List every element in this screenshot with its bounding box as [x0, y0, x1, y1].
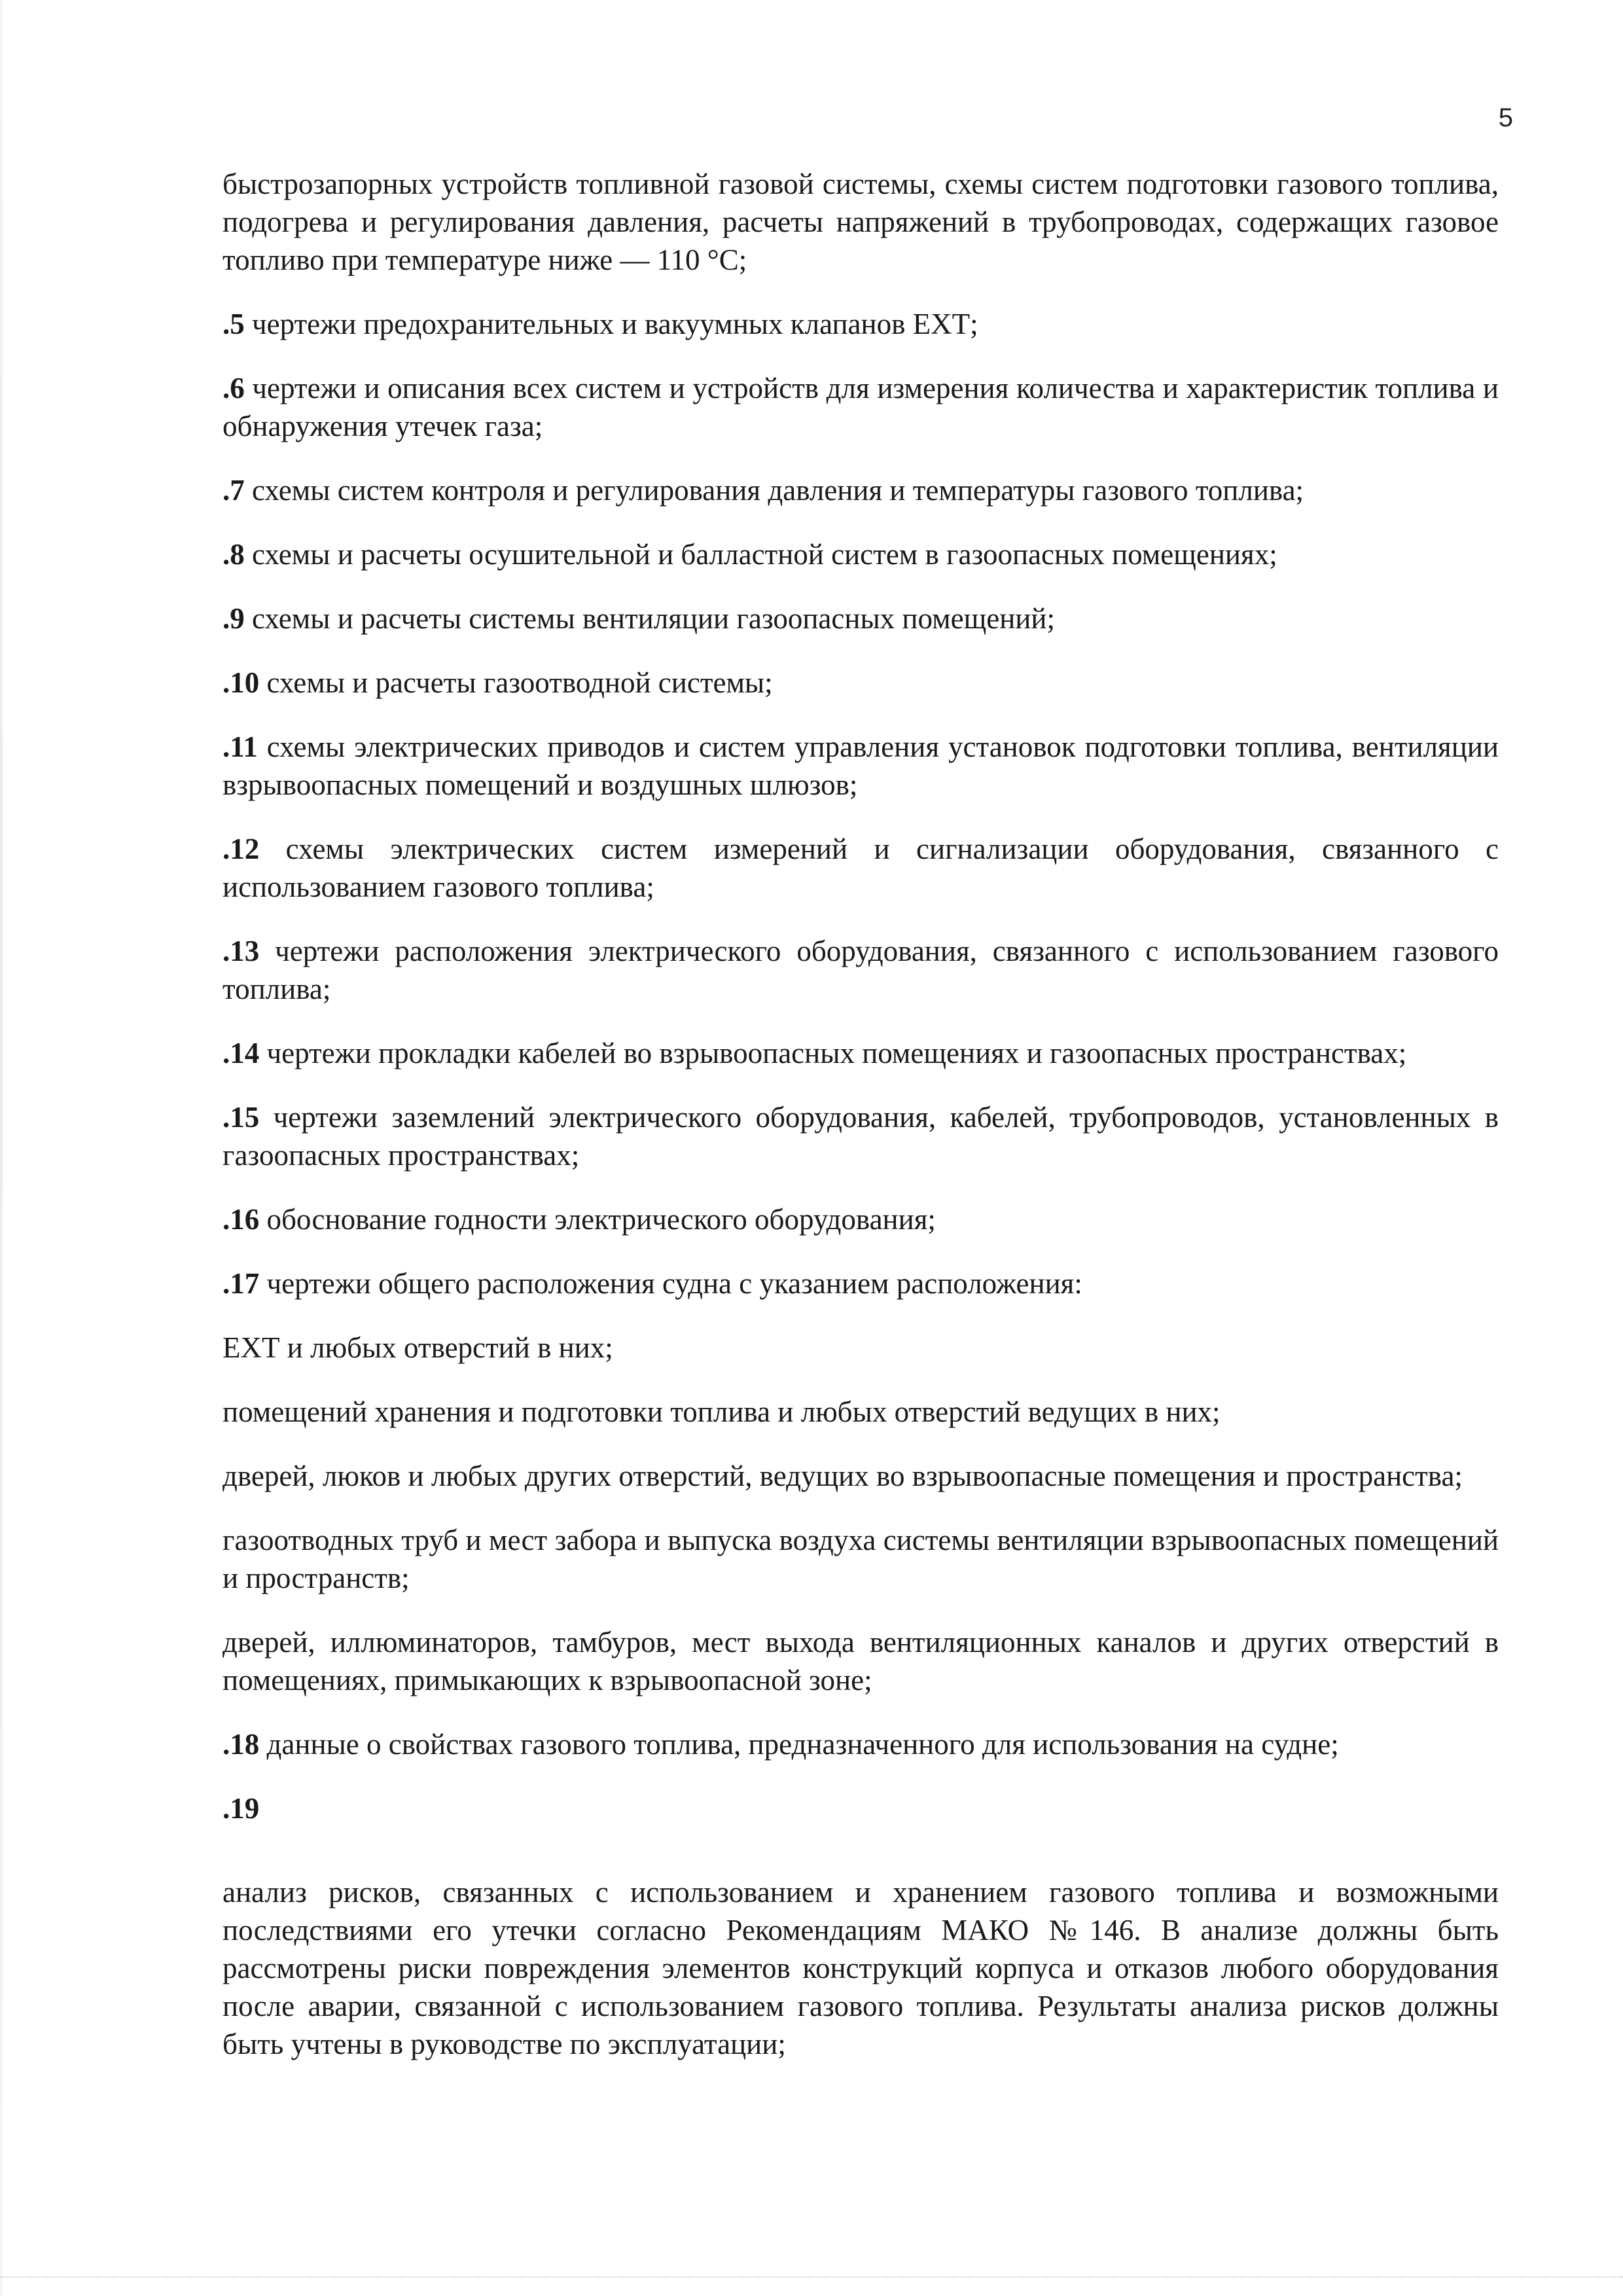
item-number: .15 — [223, 1101, 260, 1134]
list-item-10 — [223, 664, 1499, 702]
item-text: данные о свойствах газового топлива, предназначенного для использования на судне; — [259, 1728, 1339, 1761]
item-text: чертежи заземлений электрического оборудования, кабелей, трубопроводов, установленных в газоопасных пространствах; — [223, 1101, 1499, 1172]
item-text: ЕХТ и любых отверстий в них; — [223, 1331, 613, 1364]
list-item-6 — [223, 369, 1499, 445]
list-item-19 — [223, 1789, 1499, 1827]
item-text: анализ рисков, связанных с использованием и хранением газового топлива и возможными последствиями его утечки согласно Рекомендациям МАКО №146. В анализе должны быть рассмотрены риски повреждения элементов конструкций корпуса и отказов любого оборудования после аварии, связанной с использованием газового топлива. Результаты анализа рисков должны быть учтены в руководстве по эксплуатации; — [223, 1876, 1499, 2060]
item-number: .10 — [223, 666, 260, 699]
list-item-7 — [223, 471, 1499, 509]
risk-analysis-paragraph — [223, 1873, 1499, 2063]
list-item-16 — [223, 1200, 1499, 1238]
item-text: обоснование годности электрического оборудования; — [259, 1203, 936, 1236]
item-text: схемы электрических приводов и систем управления установок подготовки топлива, вентиляции взрывоопасных помещений и воздушных шлюзов; — [223, 730, 1499, 801]
paragraph-continuation — [223, 165, 1499, 279]
item-text: газоотводных труб и мест забора и выпуска воздуха системы вентиляции взрывоопасных помещений и пространств; — [223, 1524, 1499, 1594]
item-text: помещений хранения и подготовки топлива и любых отверстий ведущих в них; — [223, 1395, 1221, 1428]
item-text: быстрозапорных устройств топливной газовой системы, схемы систем подготовки газового топлива, подогрева и регулирования давления, расчеты напряжений в трубопроводах, содержащих газовое топливо при температуре ниже — 110 °С; — [223, 168, 1499, 276]
item-number: .14 — [223, 1037, 260, 1069]
list-item-14 — [223, 1034, 1499, 1072]
item-number: .13 — [223, 935, 260, 967]
item-text: дверей, люков и любых других отверстий, ведущих во взрывоопасные помещения и пространства; — [223, 1460, 1463, 1492]
item-text: чертежи прокладки кабелей во взрывоопасных помещениях и газоопасных пространствах; — [259, 1037, 1407, 1069]
list-item-11 — [223, 728, 1499, 804]
item-number: .7 — [223, 474, 245, 507]
item-text: схемы и расчеты газоотводной системы; — [259, 666, 773, 699]
scan-edge-bottom — [0, 2276, 1623, 2278]
item-number: .19 — [223, 1792, 260, 1825]
item-number: .5 — [223, 308, 245, 340]
list-item-13 — [223, 932, 1499, 1008]
list-item-5 — [223, 305, 1499, 343]
list-item-18 — [223, 1725, 1499, 1763]
item-number: .11 — [223, 730, 258, 763]
item-number: .17 — [223, 1267, 260, 1300]
item-text: схемы и расчеты системы вентиляции газоопасных помещений; — [244, 602, 1055, 635]
item-text: чертежи и описания всех систем и устройств для измерения количества и характеристик топлива и обнаружения утечек газа; — [223, 372, 1499, 442]
list-item-17 — [223, 1265, 1499, 1302]
sub-item-ext — [223, 1329, 1499, 1367]
item-number: .16 — [223, 1203, 260, 1236]
list-item-9 — [223, 600, 1499, 637]
page-number: 5 — [1498, 103, 1513, 132]
scan-edge-left — [0, 0, 3, 2296]
document-body — [223, 165, 1499, 2089]
item-text: чертежи предохранительных и вакуумных клапанов ЕХТ; — [244, 308, 978, 340]
list-item-8 — [223, 535, 1499, 573]
item-number: .8 — [223, 538, 245, 571]
list-item-12 — [223, 830, 1499, 906]
sub-item-vent-pipes — [223, 1521, 1499, 1597]
sub-item-storage-rooms — [223, 1393, 1499, 1431]
item-number: .6 — [223, 372, 245, 404]
item-text: схемы электрических систем измерений и сигнализации оборудования, связанного с использованием газового топлива; — [223, 833, 1499, 903]
list-item-15 — [223, 1098, 1499, 1174]
item-number: .18 — [223, 1728, 260, 1761]
item-number: .12 — [223, 833, 260, 865]
item-text: чертежи общего расположения судна с указанием расположения: — [259, 1267, 1082, 1300]
item-text: схемы систем контроля и регулирования давления и температуры газового топлива; — [244, 474, 1304, 507]
item-text: схемы и расчеты осушительной и балластной систем в газоопасных помещениях; — [244, 538, 1277, 571]
sub-item-doors-portholes — [223, 1623, 1499, 1699]
item-number: .9 — [223, 602, 245, 635]
item-text: дверей, иллюминаторов, тамбуров, мест выхода вентиляционных каналов и других отверстий в помещениях, примыкающих к взрывоопасной зоне; — [223, 1626, 1499, 1696]
item-text: чертежи расположения электрического оборудования, связанного с использованием газового топлива; — [223, 935, 1499, 1005]
sub-item-doors-hatches — [223, 1457, 1499, 1495]
